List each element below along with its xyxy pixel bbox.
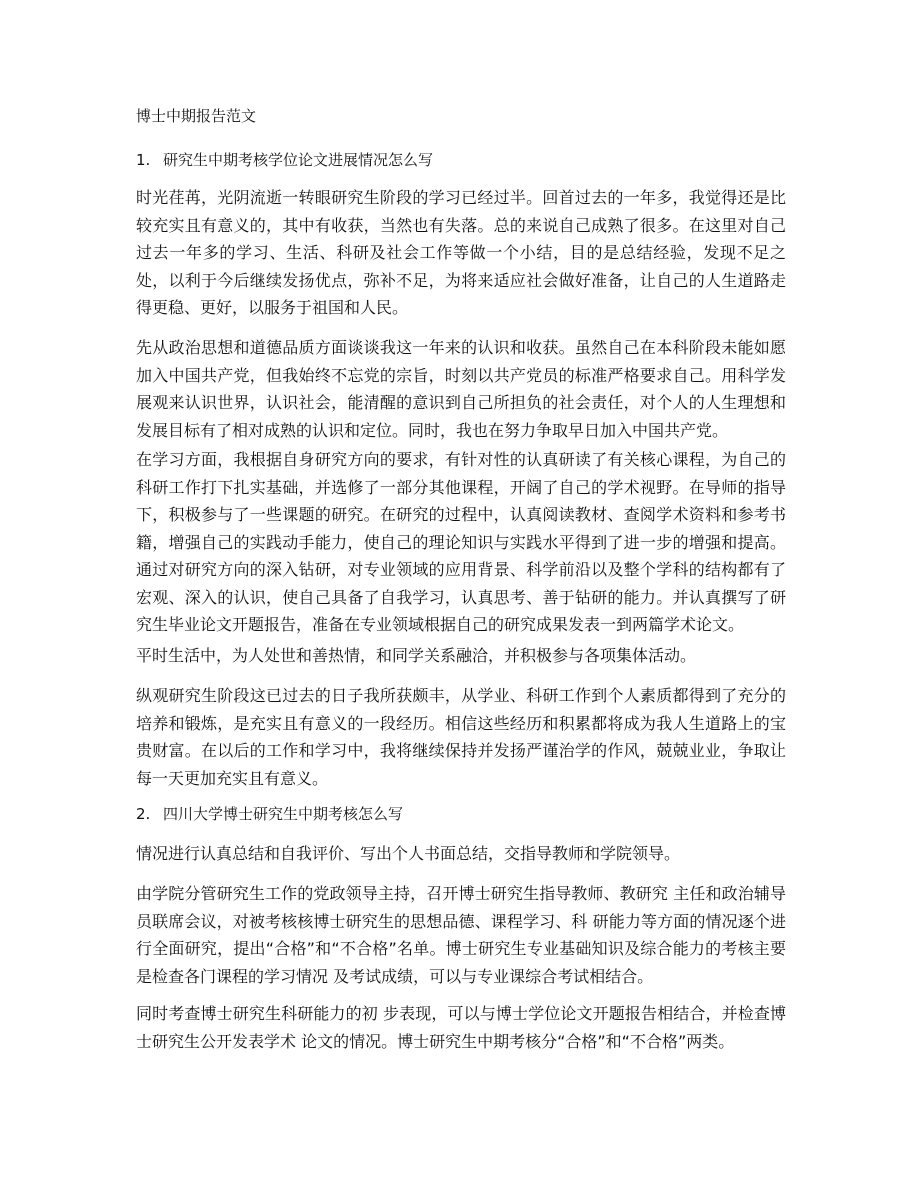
paragraph: 同时考查博士研究生科研能力的初 步表现，可以与博士学位论文开题报告相结合，并检查博士研究生公开发表学术 论文的情况。博士研究生中期考核分“合格”和“不合格”两类。	[136, 1004, 786, 1051]
paragraph: 在学习方面，我根据自身研究方向的要求，有针对性的认真研读了有关核心课程，为自己的科研工作打下扎实基础，并选修了一部分其他课程，开阔了自己的学术视野。在导师的指导下，积极参与了一些课题的研究。在研究的过程中，认真阅读教材、查阅学术资料和参考书籍，增强自己的实践动手能力，使自己的理论知识与实践水平得到了进一步的增强和提高。通过对研究方向的深入钻研，对专业领域的应用背景、科学前沿以及整个学科的结构都有了宏观、深入的认识，使自己具备了自我学习，认真思考、善于钻研的能力。并认真撰写了研究生毕业论文开题报告，准备在专业领域根据自己的研究成果发表一到两篇学术论文。	[136, 450, 786, 634]
paragraph: 纵观研究生阶段这已过去的日子我所获颇丰，从学业、科研工作到个人素质都得到了充分的培养和锻炼，是充实且有意义的一段经历。相信这些经历和积累都将成为我人生道路上的宝贵财富。在以后的工作和学习中，我将继续保持并发扬严谨治学的作风，兢兢业业，争取让每一天更加充实且有意义。	[136, 686, 786, 788]
document-title: 博士中期报告范文	[136, 107, 257, 125]
section-2-heading	[136, 802, 403, 826]
section-1-title: 研究生中期考核学位论文进展情况怎么写	[163, 151, 434, 169]
paragraph: 由学院分管研究生工作的党政领导主持，召开博士研究生指导教师、教研究 主任和政治辅导员联席会议，对被考核核博士研究生的思想品德、课程学习、科 研能力等方面的情况逐个进行全面研究，提出“合格”和“不合格”名单。博士研究生专业基础知识及综合能力的考核主要是检查各门课程的学习情况 及考试成绩，可以与专业课综合考试相结合。	[136, 884, 786, 986]
paragraph: 情况进行认真总结和自我评价、写出个人书面总结，交指导教师和学院领导。	[136, 844, 681, 863]
paragraph: 时光荏苒，光阴流逝一转眼研究生阶段的学习已经过半。回首过去的一年多，我觉得还是比较充实且有意义的，其中有收获，当然也有失落。总的来说自己成熟了很多。在这里对自己过去一年多的学习、生活、科研及社会工作等做一个小结，目的是总结经验，发现不足之处，以利于今后继续发扬优点，弥补不足，为将来适应社会做好准备，让自己的人生道路走得更稳、更好，以服务于祖国和人民。	[136, 188, 786, 317]
section-2-number: 2.	[136, 805, 151, 823]
section-2-title: 四川大学博士研究生中期考核怎么写	[163, 805, 404, 823]
section-1-number: 1.	[136, 151, 151, 169]
paragraph: 平时生活中，为人处世和善热情，和同学关系融洽，并积极参与各项集体活动。	[136, 646, 697, 665]
section-1-heading	[136, 148, 433, 172]
paragraph: 先从政治思想和道德品质方面谈谈我这一年来的认识和收获。虽然自己在本科阶段未能如愿加入中国共产党，但我始终不忘党的宗旨，时刻以共产党员的标准严格要求自己。用科学发展观来认识世界，认识社会，能清醒的意识到自己所担负的社会责任，对个人的人生理想和发展目标有了相对成熟的认识和定位。同时，我也在努力争取早日加入中国共产党。	[136, 338, 786, 440]
